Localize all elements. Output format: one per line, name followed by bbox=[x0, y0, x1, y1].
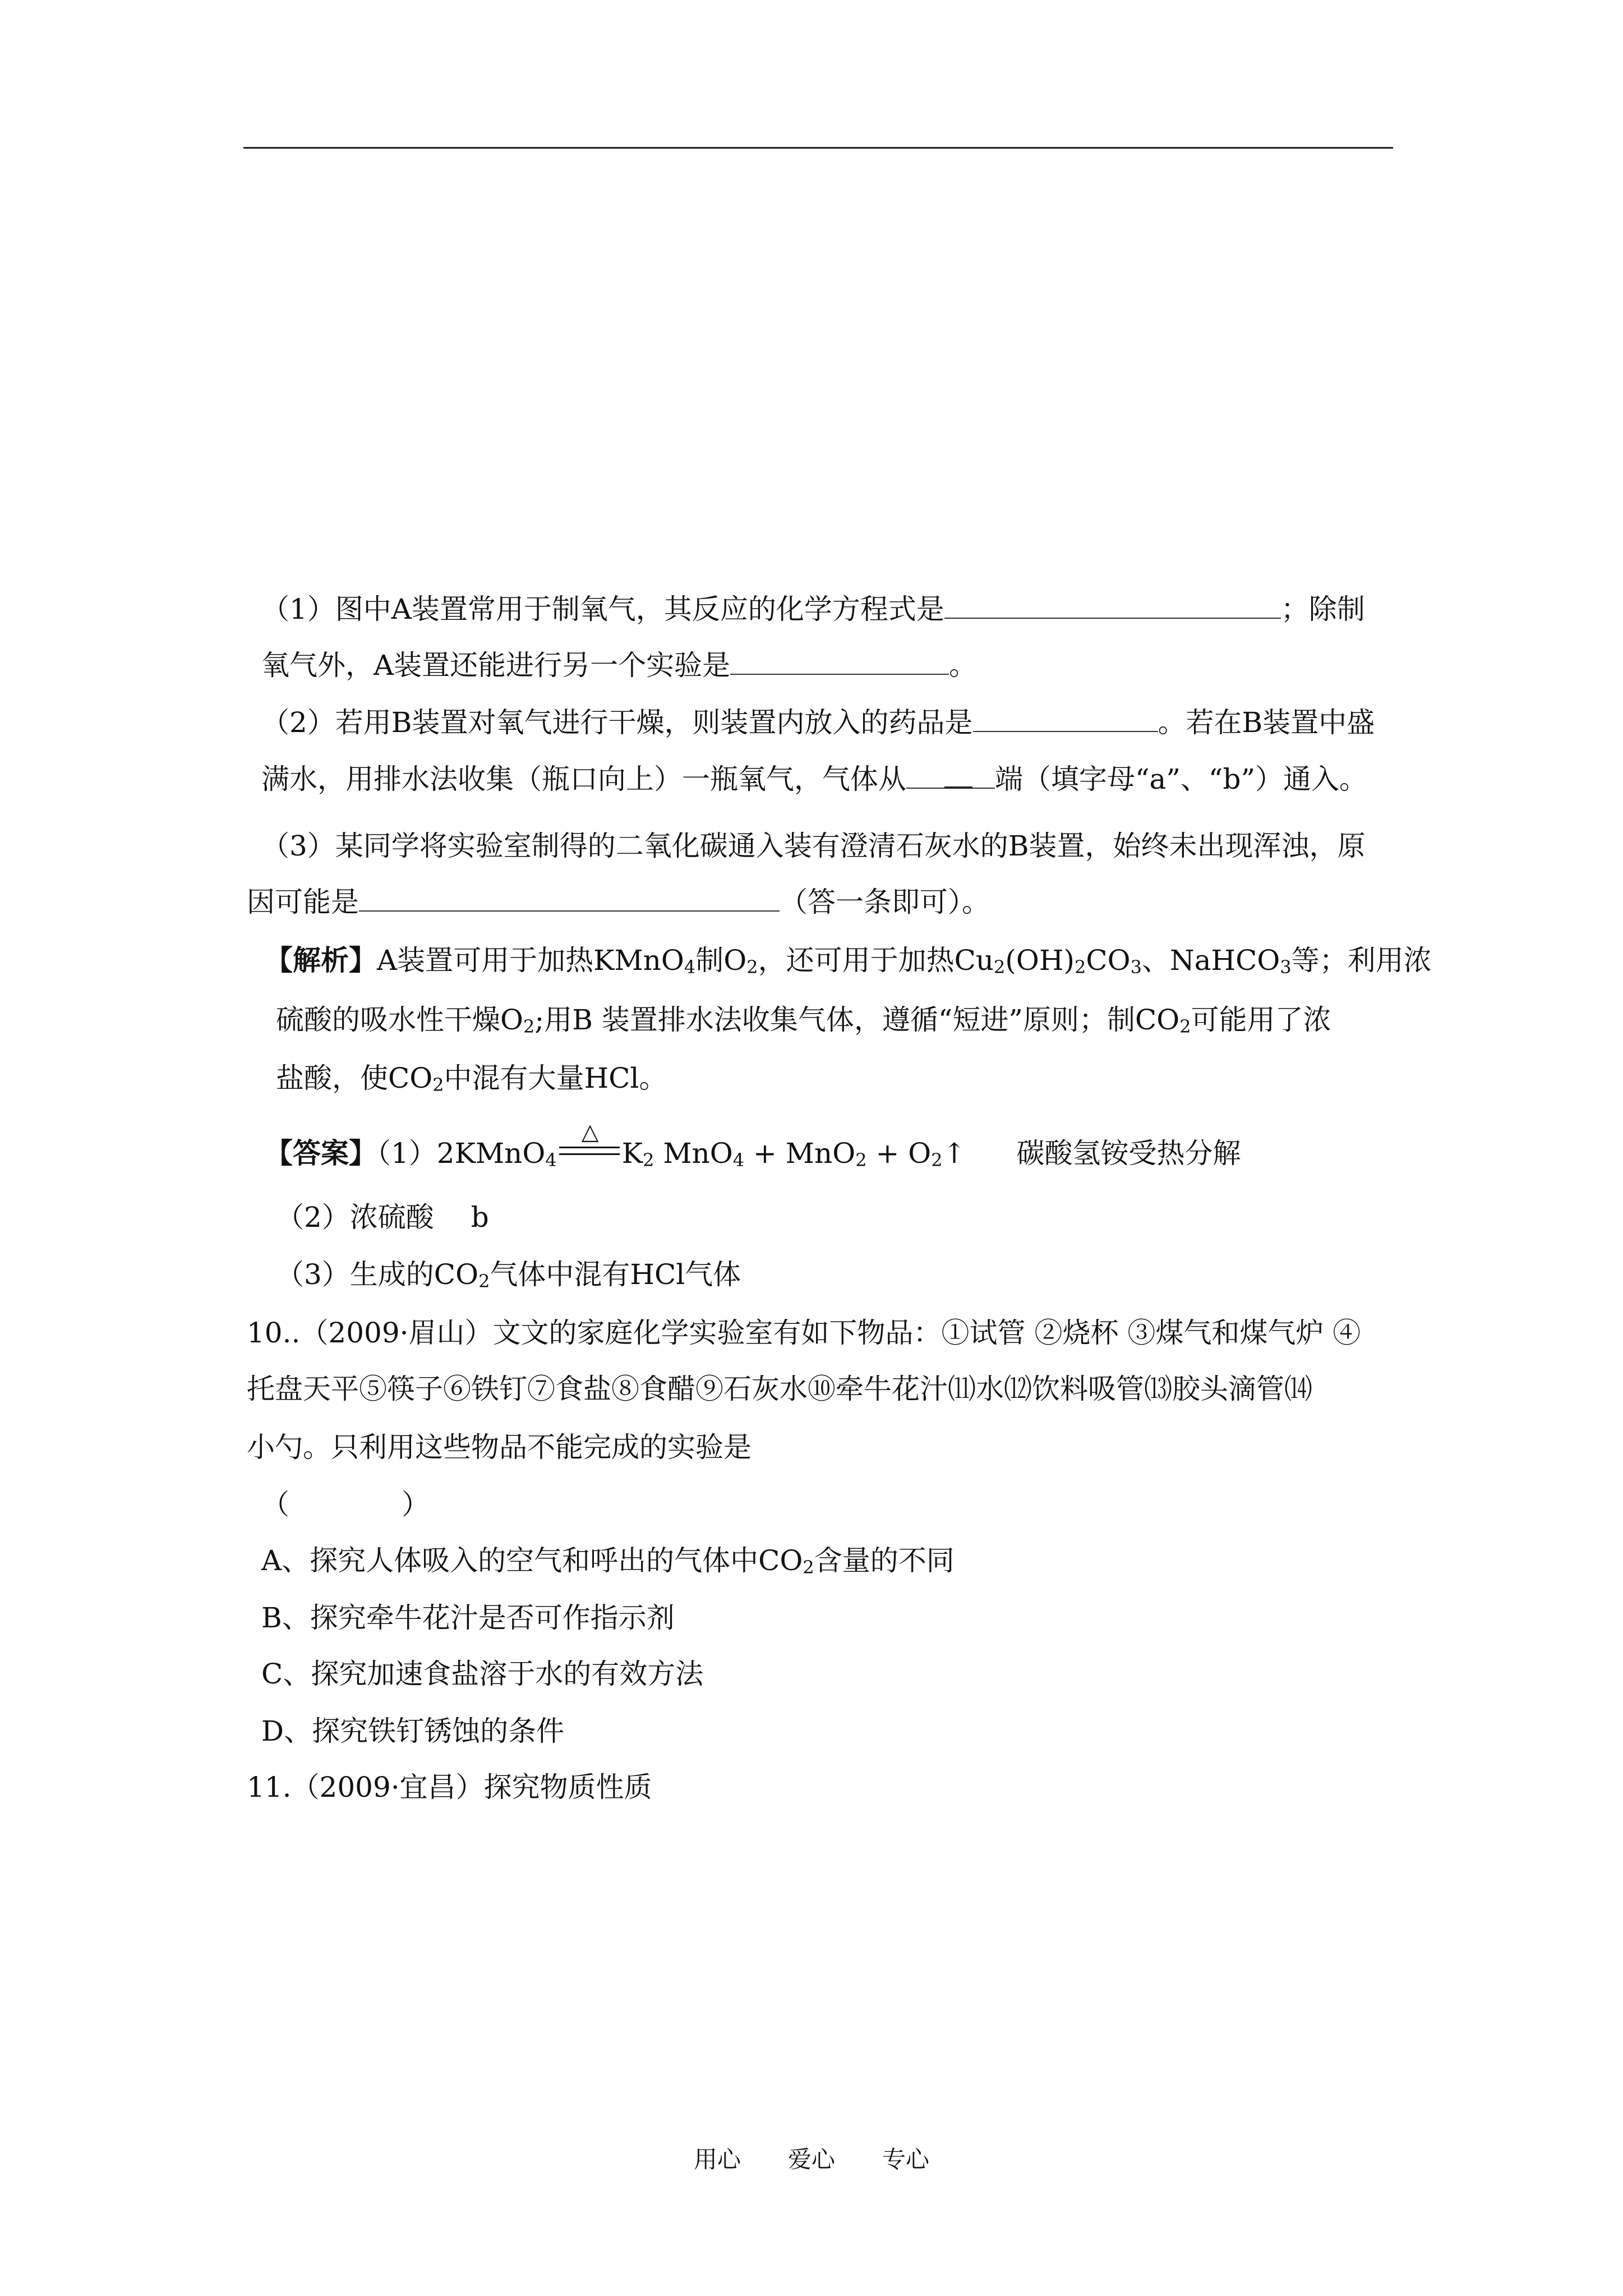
answer-line3: （3）生成的$CO_2$气体中混有HCl气体 bbox=[276, 1258, 741, 1292]
answer-line2: （2）浓硫酸 b bbox=[276, 1201, 489, 1234]
analysis-line1: 【解析】A装置可用于加热KMnO$_4$制$O_2$，还可用于加热$Cu_2(OH)_2CO_3$、NaHCO$_3$等；利用浓 bbox=[265, 944, 1432, 978]
answer-blank bbox=[973, 706, 1158, 732]
answer-blank bbox=[944, 593, 1281, 619]
answer-blank bbox=[944, 762, 972, 789]
q9-part1-line1: （1）图中A装置常用于制氧气，其反应的化学方程式是 ；除制 bbox=[261, 593, 1365, 625]
answer-blank bbox=[972, 763, 995, 789]
q9-part3-line1: （3）某同学将实验室制得的二氧化碳通入装有澄清石灰水的B装置，始终未出现浑浊，原 bbox=[261, 830, 1366, 862]
q10-option-d: D、探究铁钉锈蚀的条件 bbox=[261, 1715, 565, 1747]
heat-condition-sign: △ bbox=[557, 1135, 622, 1171]
q10-line1: 10..（2009·眉山）文文的家庭化学实验室有如下物品：①试管 ②烧杯 ③煤气和煤气炉 ④ bbox=[247, 1317, 1361, 1349]
answer-blank bbox=[906, 763, 944, 789]
q10-option-b: B、探究牵牛花汁是否可作指示剂 bbox=[261, 1602, 675, 1634]
q9-part3-line2: 因可能是 （答一条即可）。 bbox=[247, 886, 990, 918]
answer-blank bbox=[359, 886, 780, 912]
answer-line1: 【答案】（1）2KMnO$_4$ △ $K_2$ $MnO_4 + MnO_2 + O_2↑$ 碳酸氢铵受热分解 bbox=[265, 1119, 1241, 1171]
q9-part2-line1: （2）若用B装置对氧气进行干燥，则装置内放入的药品是 。若在B装置中盛 bbox=[261, 706, 1375, 739]
q10-line3: 小勺。只利用这些物品不能完成的实验是 bbox=[247, 1431, 751, 1464]
q10-option-a: A、探究人体吸入的空气和呼出的气体中$CO_2$含量的不同 bbox=[261, 1544, 955, 1578]
q10-option-c: C、探究加速食盐溶于水的有效方法 bbox=[261, 1658, 704, 1690]
analysis-line3: 盐酸，使$CO_2$中混有大量HCl。 bbox=[276, 1062, 667, 1096]
answer-blank bbox=[730, 649, 949, 675]
analysis-line2: 硫酸的吸水性干燥$O_2$;用B 装置排水法收集气体，遵循“短进”原则；制$CO_2$可能用了浓 bbox=[276, 1004, 1331, 1037]
header-rule bbox=[243, 147, 1393, 149]
page-footer: 用心 爱心 专心 bbox=[693, 2146, 930, 2173]
q10-answer-paren: （ ） bbox=[261, 1488, 430, 1521]
q9-part2-line2: 满水，用排水法收集（瓶口向上）一瓶氧气，气体从 端（填字母“a”、“b”）通入。 bbox=[261, 763, 1368, 795]
q10-line2: 托盘天平⑤筷子⑥铁钉⑦食盐⑧食醋⑨石灰水⑩牵牛花汁⑾水⑿饮料吸管⒀胶头滴管⒁ bbox=[247, 1373, 1312, 1405]
q9-part1-line2: 氧气外，A装置还能进行另一个实验是 。 bbox=[261, 649, 978, 682]
q11-line1: 11.（2009·宜昌）探究物质性质 bbox=[247, 1771, 652, 1803]
